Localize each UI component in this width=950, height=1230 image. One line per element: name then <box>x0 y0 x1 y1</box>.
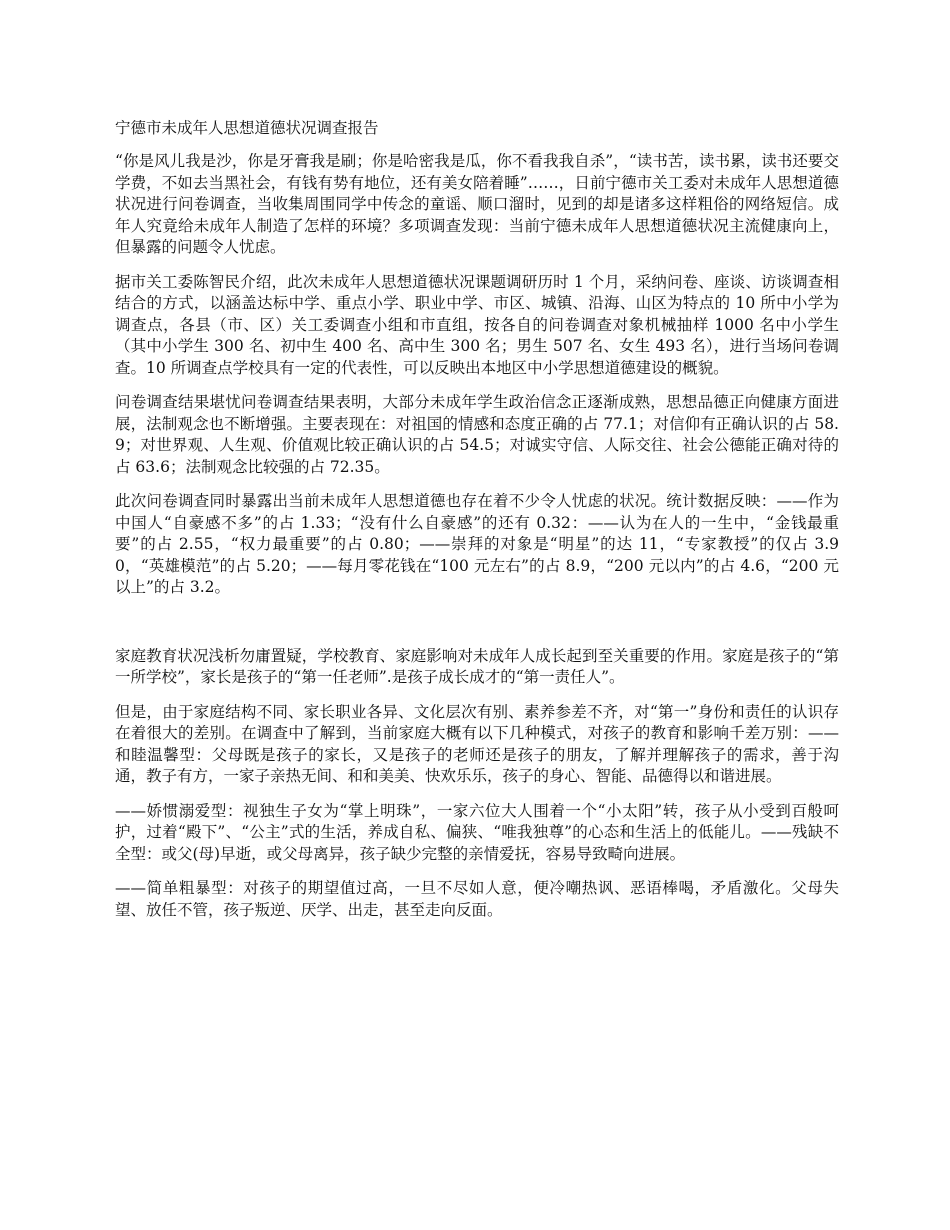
document-title: 宁德市未成年人思想道德状况调查报告 <box>115 119 379 137</box>
paragraph-concerns: 此次问卷调查同时暴露出当前未成年人思想道德也存在着不少令人忧虑的状况。统计数据反映：——作为中国人“自豪感不多”的占 1.33；“没有什么自豪感”的还有 0.32：——认为在人的一生中，“金钱最重要”的占 2.55，“权力最重要”的占 0.80；——崇拜的对象是“明星”的达 11，“专家教授”的仅占 3.90，“英雄模范”的占 5.20；——每月零花钱在“100 元左右”的占 8.9，“200 元以内”的占 4.6，“200 元以上”的占 3.2。 <box>115 492 839 596</box>
paragraph-method: 据市关工委陈智民介绍，此次未成年人思想道德状况课题调研历时 1 个月，采纳问卷、座谈、访谈调查相结合的方式，以涵盖达标中学、重点小学、职业中学、市区、城镇、沿海、山区为特点的 10 所中小学为调查点，各县（市、区）关工委调查小组和市直组，按各自的问卷调查对象机械抽样 1000 名中小学生（其中小学生 300 名、初中生 400 名、高中生 300 名；男生 507 名、女生 493 名），进行当场问卷调查。10 所调查点学校具有一定的代表性，可以反映出本地区中小学思想道德建设的概貌。 <box>115 272 839 377</box>
paragraph-family-intro: 家庭教育状况浅析勿庸置疑，学校教育、家庭影响对未成年人成长起到至关重要的作用。家庭是孩子的“第一所学校”，家长是孩子的“第一任老师”.是孩子成长成才的“第一责任人”。 <box>115 646 839 686</box>
paragraph-family-models: 但是，由于家庭结构不同、家长职业各异、文化层次有别、素养参差不齐，对“第一”身份和责任的认识存在着很大的差别。在调查中了解到，当前家庭大概有以下几种模式，对孩子的教育和影响千差万别：——和睦温馨型：父母既是孩子的家长，又是孩子的老师还是孩子的朋友，了解并理解孩子的需求，善于沟通，教子有方，一家子亲热无间、和和美美、快欢乐乐，孩子的身心、智能、品德得以和谐进展。 <box>115 702 839 785</box>
paragraph-intro: “你是风儿我是沙，你是牙膏我是刷；你是哈密我是瓜，你不看我我自杀”，“读书苦，读书累，读书还要交学费，不如去当黑社会，有钱有势有地位，还有美女陪着睡”……，日前宁德市关工委对未成年人思想道德状况进行问卷调查，当收集周围同学中传念的童谣、顺口溜时，见到的却是诸多这样粗俗的网络短信。成年人究竟给未成年人制造了怎样的环境？多项调查发现：当前宁德未成年人思想道德状况主流健康向上，但暴露的问题令人忧虑。 <box>115 152 839 256</box>
paragraph-family-spoiled: ——娇惯溺爱型：视独生子女为“掌上明珠”，一家六位大人围着一个“小太阳”转，孩子从小受到百般呵护，过着“殿下”、“公主”式的生活，养成自私、偏狭、“唯我独尊”的心态和生活上的低能儿。——残缺不全型：或父(母)早逝，或父母离异，孩子缺少完整的亲情爱抚，容易导致畸向进展。 <box>115 801 839 863</box>
section-spacer <box>115 612 839 646</box>
paragraph-results: 问卷调查结果堪忧问卷调查结果表明，大部分未成年学生政治信念正逐渐成熟，思想品德正向健康方面进展，法制观念也不断增强。主要表现在：对祖国的情感和态度正确的占 77.1；对信仰有正确认识的占 58.9；对世界观、人生观、价值观比较正确认识的占 54.5；对诚实守信、人际交往、社会公德能正确对待的占 63.6；法制观念比较强的占 72.35。 <box>115 393 839 476</box>
paragraph-family-harsh: ——简单粗暴型：对孩子的期望值过高，一旦不尽如人意，便冷嘲热讽、恶语棒喝，矛盾激化。父母失望、放任不管，孩子叛逆、厌学、出走，甚至走向反面。 <box>115 879 839 919</box>
document-page <box>115 118 839 934</box>
